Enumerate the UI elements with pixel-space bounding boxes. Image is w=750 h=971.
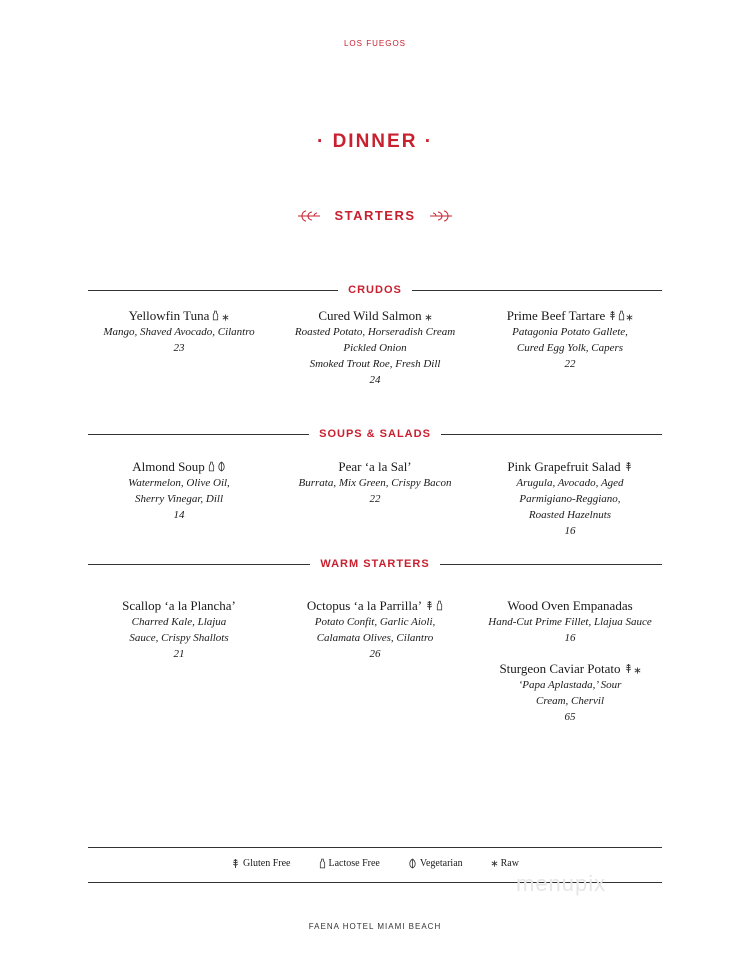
raw-icon [222, 314, 229, 321]
lactose-free-icon [208, 461, 215, 472]
gluten-free-icon [425, 600, 434, 611]
item-description: Sherry Vinegar, Dill [134, 493, 224, 505]
divider [88, 847, 662, 848]
item-name: Cured Wild Salmon [275, 308, 475, 324]
watermark: menupix [516, 871, 607, 896]
item-description: Arugula, Avocado, Aged [516, 477, 624, 489]
menu-item [79, 459, 279, 523]
course-title: STARTERS [334, 208, 416, 223]
item-name: Prime Beef Tartare [470, 308, 670, 324]
item-name: Octopus ‘a la Parrilla’ [275, 598, 475, 614]
item-price: 14 [173, 509, 185, 521]
item-description: Calamata Olives, Cilantro [316, 632, 434, 644]
legend-raw [491, 858, 519, 869]
item-description: Smoked Trout Roe, Fresh Dill [309, 358, 441, 370]
item-name: Yellowfin Tuna [79, 308, 279, 324]
gluten-free-icon [624, 663, 633, 674]
item-price: 16 [564, 632, 576, 644]
gluten-free-icon [608, 310, 617, 321]
lactose-free-icon [212, 310, 219, 321]
legend-label: Vegetarian [419, 858, 463, 869]
divider [441, 434, 662, 435]
legend-vegetarian [408, 858, 463, 869]
item-description: Cream, Chervil [535, 695, 605, 707]
item-description: Sauce, Crispy Shallots [129, 632, 229, 644]
menu-item [470, 308, 670, 372]
vegetarian-icon [408, 858, 417, 869]
item-description: Watermelon, Olive Oil, [128, 477, 230, 489]
item-name: Pear ‘a la Sal’ [338, 459, 412, 474]
raw-icon [634, 667, 641, 674]
divider [88, 290, 338, 291]
footer-hotel-name: FAENA HOTEL MIAMI BEACH [308, 922, 442, 931]
menu-item [79, 308, 279, 356]
section-label: WARM STARTERS [320, 558, 430, 570]
item-description: Parmigiano-Reggiano, [519, 493, 621, 505]
raw-icon [626, 314, 633, 321]
item-price: 24 [369, 374, 381, 386]
menu-item [275, 308, 475, 388]
section-label: CRUDOS [348, 284, 402, 296]
legend-label: Lactose Free [328, 858, 380, 869]
menu-item [275, 459, 475, 507]
menu-item [79, 598, 279, 662]
item-description: Hand-Cut Prime Fillet, Llajua Sauce [488, 616, 652, 628]
divider [412, 290, 662, 291]
item-price: 22 [369, 493, 381, 505]
lactose-free-icon [618, 310, 625, 321]
item-description: Pickled Onion [343, 342, 407, 354]
item-description: Cured Egg Yolk, Capers [516, 342, 624, 354]
section-warm-header [88, 557, 662, 571]
menu-item [470, 661, 670, 725]
item-name: Wood Oven Empanadas [507, 598, 633, 613]
item-price: 21 [173, 648, 185, 660]
item-price: 22 [564, 358, 576, 370]
section-label: SOUPS & SALADS [319, 428, 431, 440]
item-price: 16 [564, 525, 576, 537]
item-description: Burrata, Mix Green, Crispy Bacon [298, 477, 452, 489]
vegetarian-icon [217, 461, 226, 472]
divider [88, 434, 309, 435]
brand-name: LOS FUEGOS [343, 39, 406, 48]
menu-item [470, 459, 670, 539]
course-header [0, 208, 750, 223]
section-crudos-header [88, 283, 662, 297]
raw-icon [425, 314, 432, 321]
lactose-free-icon [436, 600, 443, 611]
legend-lactose-free [319, 858, 380, 869]
item-description: Potato Confit, Garlic Aioli, [314, 616, 436, 628]
item-description: ‘Papa Aplastada,’ Sour [518, 679, 622, 691]
item-price: 65 [564, 711, 576, 723]
section-soups-header [88, 427, 662, 441]
menu-title: · DINNER · [316, 131, 434, 152]
item-description: Roasted Hazelnuts [528, 509, 612, 521]
item-description: Mango, Shaved Avocado, Cilantro [103, 326, 255, 338]
divider [440, 564, 662, 565]
legend-gluten-free [231, 858, 291, 869]
item-description: Roasted Potato, Horseradish Cream [294, 326, 456, 338]
item-name: Almond Soup [79, 459, 279, 475]
divider [88, 564, 310, 565]
lactose-free-icon [319, 858, 326, 869]
item-name: Pink Grapefruit Salad [470, 459, 670, 475]
legend-label: Gluten Free [243, 858, 291, 869]
gluten-free-icon [231, 858, 240, 869]
raw-icon [491, 860, 498, 867]
item-description: Charred Kale, Llajua [131, 616, 227, 628]
sprig-right-icon [428, 209, 454, 223]
legend-label: Raw [500, 858, 519, 869]
sprig-left-icon [296, 209, 322, 223]
item-price: 26 [369, 648, 381, 660]
item-price: 23 [173, 342, 185, 354]
gluten-free-icon [624, 461, 633, 472]
item-description: Patagonia Potato Gallete, [512, 326, 628, 338]
dietary-legend [88, 858, 662, 869]
menu-item [470, 598, 670, 646]
menu-item [275, 598, 475, 662]
item-name: Scallop ‘a la Plancha’ [122, 598, 236, 613]
item-name: Sturgeon Caviar Potato [470, 661, 670, 677]
